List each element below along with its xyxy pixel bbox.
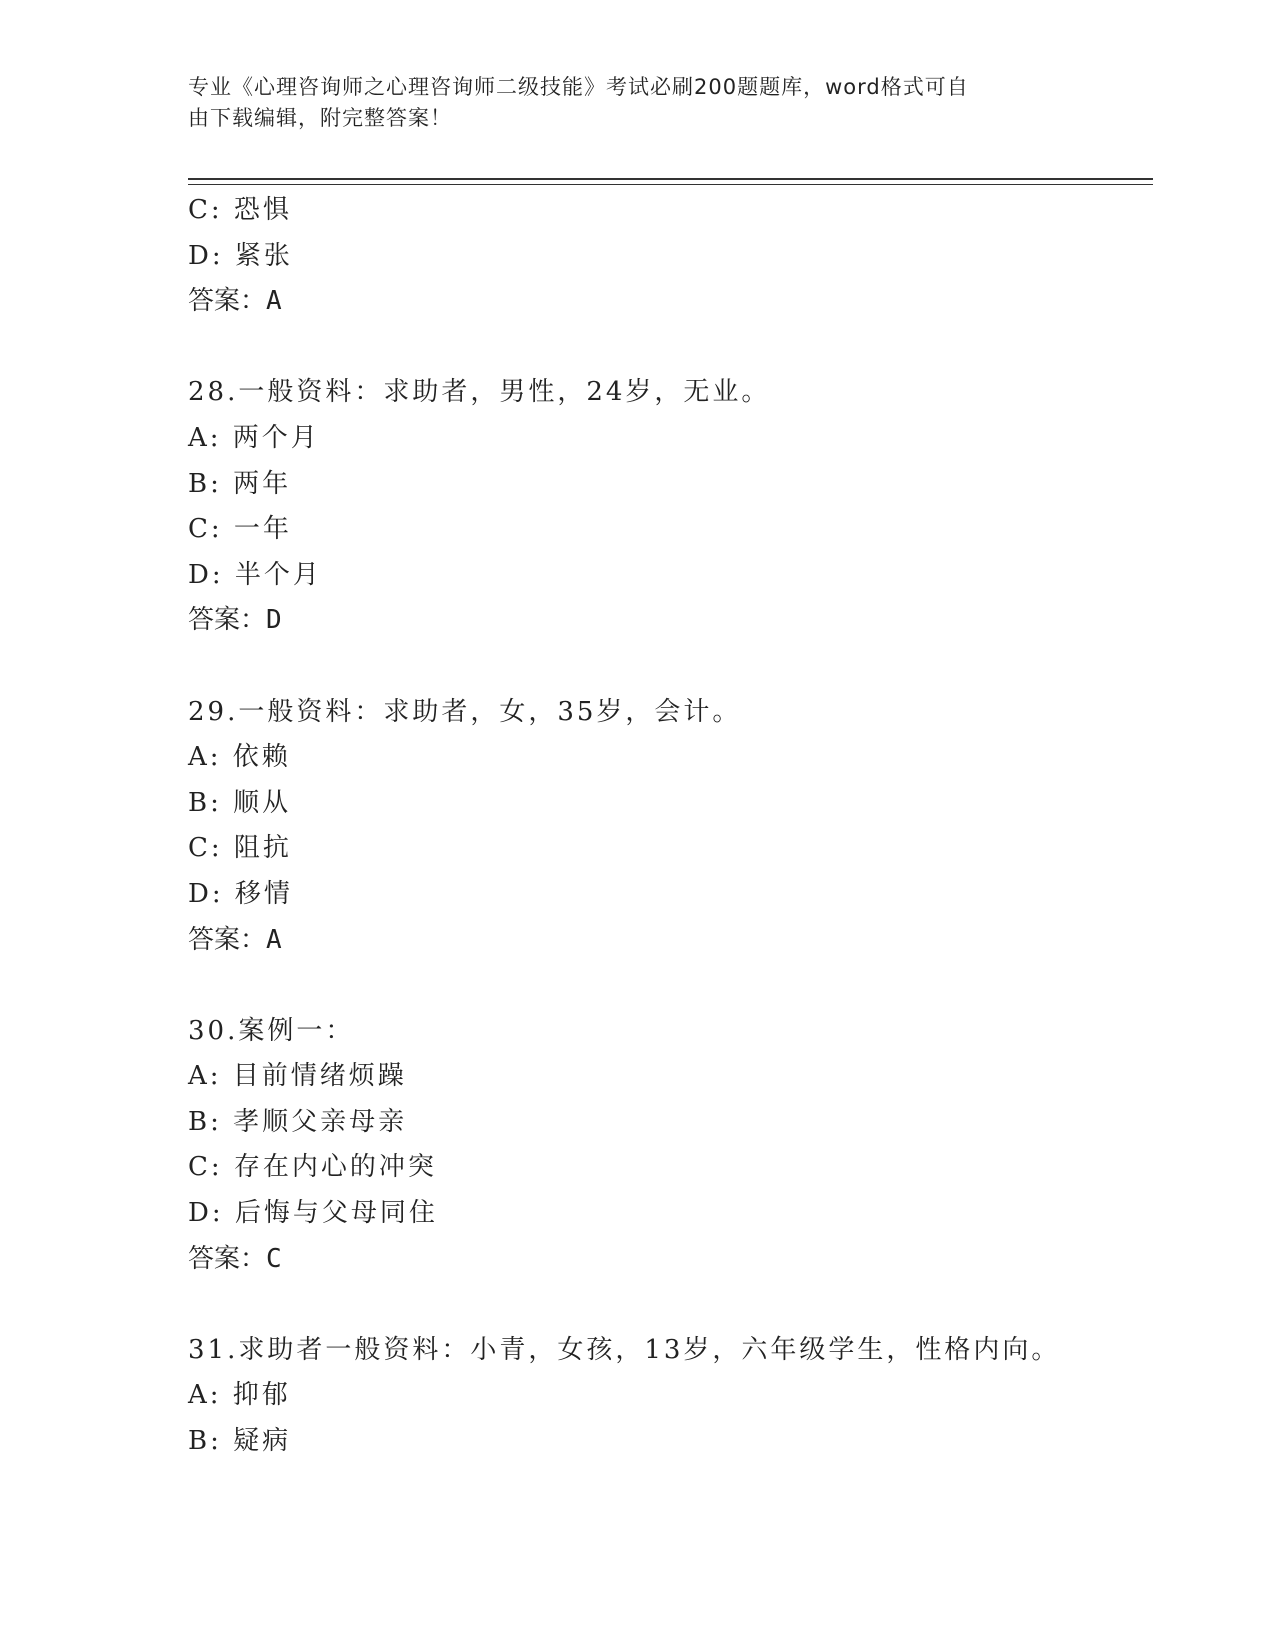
- option-c: C: 存在内心的冲突: [188, 1152, 437, 1183]
- option-a: A: 两个月: [188, 422, 320, 453]
- document-header: [188, 72, 1068, 134]
- header-line-2: 由下载编辑，附完整答案！: [188, 106, 452, 130]
- question-28: [188, 370, 1153, 644]
- question-29: [188, 690, 1153, 964]
- question-text: 29.一般资料：求助者，女，35岁，会计。: [188, 696, 742, 727]
- option-d: D: 半个月: [188, 559, 322, 590]
- option-a: A: 目前情绪烦躁: [188, 1061, 407, 1092]
- spacer: [188, 644, 1153, 690]
- header-rule-thin: [188, 184, 1153, 185]
- option-b: B: 两年: [188, 468, 292, 499]
- question-text: 28.一般资料：求助者，男性，24岁，无业。: [188, 377, 771, 408]
- question-list: [188, 188, 1153, 1465]
- question-30: [188, 1009, 1153, 1283]
- option-d: D: 移情: [188, 878, 293, 909]
- header-line-1: 专业《心理咨询师之心理咨询师二级技能》考试必刷200题题库，word格式可自: [188, 75, 969, 99]
- option-d: D: 紧张: [188, 240, 293, 271]
- option-c: C: 一年: [188, 514, 292, 545]
- header-rule-thick: [188, 178, 1153, 180]
- spacer: [188, 325, 1153, 371]
- spacer: [188, 1282, 1153, 1328]
- answer: 答案：A: [188, 286, 282, 317]
- option-b: B: 孝顺父亲母亲: [188, 1106, 408, 1137]
- answer: 答案：A: [188, 924, 282, 955]
- option-a: A: 依赖: [188, 742, 291, 773]
- option-d: D: 后悔与父母同住: [188, 1198, 438, 1229]
- question-text: 31.求助者一般资料：小青，女孩，13岁，六年级学生，性格内向。: [188, 1334, 1061, 1365]
- answer: 答案：D: [188, 605, 282, 636]
- spacer: [188, 963, 1153, 1009]
- question-27-continued: [188, 188, 1153, 325]
- answer: 答案：C: [188, 1243, 282, 1274]
- option-c: C: 恐惧: [188, 195, 292, 225]
- option-a: A: 抑郁: [188, 1380, 291, 1411]
- question-text: 30.案例一：: [188, 1015, 355, 1046]
- option-b: B: 顺从: [188, 787, 292, 818]
- option-c: C: 阻抗: [188, 833, 292, 864]
- option-b: B: 疑病: [188, 1426, 292, 1457]
- question-31: [188, 1328, 1153, 1465]
